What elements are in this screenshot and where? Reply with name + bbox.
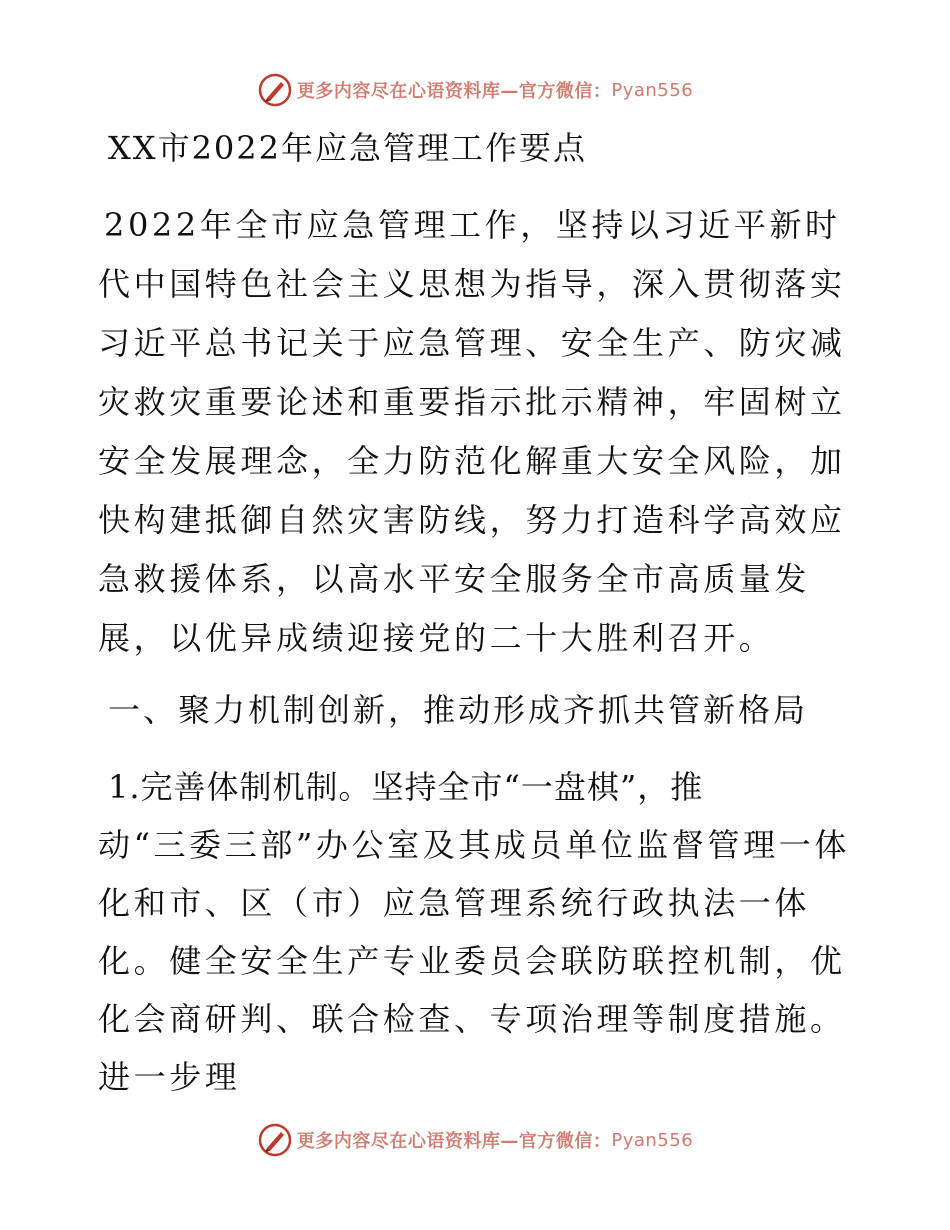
watermark-header: [0, 70, 950, 110]
watermark-wechat-id: Pyan556: [611, 79, 694, 101]
document-title: XX市2022年应急管理工作要点: [108, 129, 588, 167]
item-rest-text: 动“三委三部”办公室及其成员单位监督管理一体化和市、区（市）应急管理系统行政执法一体化。健全安全生产专业委员会联防联控机制，优化会商研判、联合检查、专项治理等制度措施。进一步理: [98, 826, 850, 1096]
document-body: [98, 122, 858, 1106]
pen-logo-icon: [257, 1122, 293, 1158]
item-paragraph: [98, 758, 858, 1106]
item-first-line: 1.完善体制机制。坚持全市“一盘棋”，推: [108, 768, 704, 806]
intro-paragraph: 2022年全市应急管理工作，坚持以习近平新时代中国特色社会主义思想为指导，深入贯彻落实习近平总书记关于应急管理、安全生产、防灾减灾救灾重要论述和重要指示批示精神，牢固树立安全发展理念，全力防范化解重大安全风险，加快构建抵御自然灾害防线，努力打造科学高效应急救援体系，以高水平安全服务全市高质量发展，以优异成绩迎接党的二十大胜利召开。: [98, 206, 846, 657]
watermark-footer: [0, 1120, 950, 1160]
watermark-text: 更多内容尽在心语资料库—官方微信：: [296, 1131, 612, 1152]
watermark-wechat-id: Pyan556: [611, 1129, 694, 1151]
pen-logo-icon: [257, 72, 293, 108]
section-heading: 一、聚力机制创新，推动形成齐抓共管新格局: [108, 691, 809, 729]
watermark-text: 更多内容尽在心语资料库—官方微信：: [296, 81, 612, 102]
